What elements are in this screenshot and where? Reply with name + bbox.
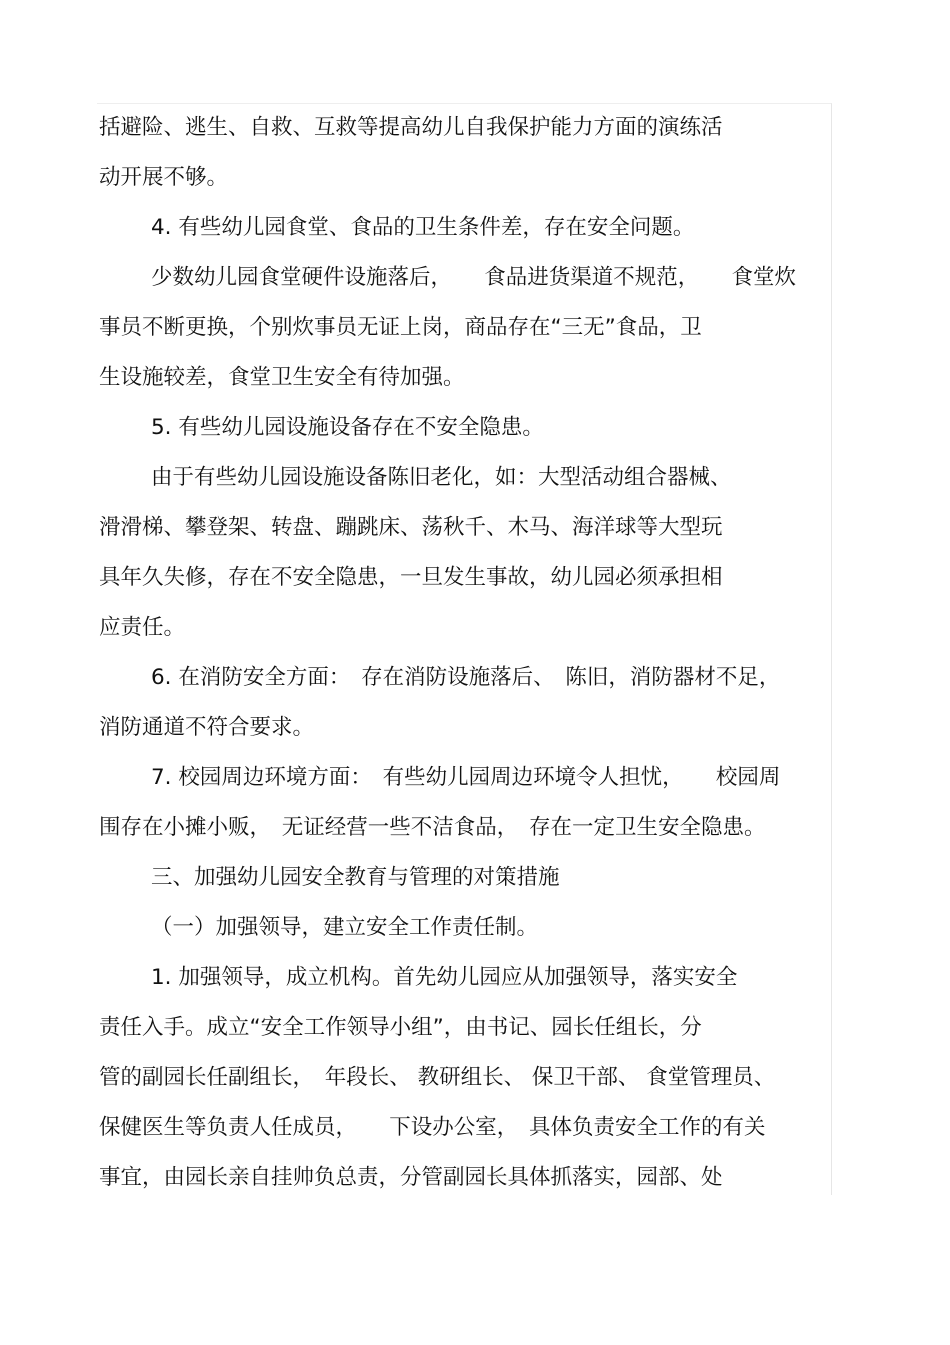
text-line-7: 5. 有些幼儿园设施设备存在不安全隐患。: [151, 415, 544, 440]
text-line-4: 少数幼儿园食堂硬件设施落后， 食品进货渠道不规范， 食堂炊: [151, 265, 797, 290]
text-line-22: 事宜，由园长亲自挂帅负总责，分管副园长具体抓落实，园部、处: [99, 1165, 723, 1190]
text-line-9: 滑滑梯、攀登架、转盘、蹦跳床、荡秋千、木马、海洋球等大型玩: [99, 515, 723, 540]
text-line-1: 括避险、逃生、自救、互救等提高幼儿自我保护能力方面的演练活: [99, 115, 723, 140]
text-line-19: 责任入手。成立“安全工作领导小组”，由书记、园长任组长，分: [99, 1015, 702, 1040]
text-line-3: 4. 有些幼儿园食堂、食品的卫生条件差，存在安全问题。: [151, 215, 695, 240]
text-line-11: 应责任。: [99, 615, 186, 640]
text-line-5: 事员不断更换，个别炊事员无证上岗，商品存在“三无”食品，卫: [99, 315, 702, 340]
text-line-14: 7. 校园周边环境方面： 有些幼儿园周边环境令人担忧， 校园周: [151, 765, 781, 790]
text-line-18: 1. 加强领导，成立机构。首先幼儿园应从加强领导，落实安全: [151, 965, 738, 990]
text-line-21: 保健医生等负责人任成员， 下设办公室， 具体负责安全工作的有关: [99, 1115, 766, 1140]
text-line-8: 由于有些幼儿园设施设备陈旧老化，如：大型活动组合器械、: [151, 465, 732, 490]
text-line-2: 动开展不够。: [99, 165, 229, 190]
text-line-10: 具年久失修，存在不安全隐患，一旦发生事故，幼儿园必须承担相: [99, 565, 723, 590]
text-line-6: 生设施较差，食堂卫生安全有待加强。: [99, 365, 465, 390]
text-line-15: 围存在小摊小贩， 无证经营一些不洁食品， 存在一定卫生安全隐患。: [99, 815, 766, 840]
subsection-heading: （一）加强领导，建立安全工作责任制。: [151, 915, 539, 940]
text-line-12: 6. 在消防安全方面： 存在消防设施落后、 陈旧，消防器材不足，: [151, 665, 781, 690]
text-line-13: 消防通道不符合要求。: [99, 715, 315, 740]
document-body: [99, 103, 834, 1203]
text-line-20: 管的副园长任副组长， 年段长、 教研组长、 保卫干部、 食堂管理员、: [99, 1065, 776, 1090]
section-heading: 三、加强幼儿园安全教育与管理的对策措施: [151, 865, 560, 890]
